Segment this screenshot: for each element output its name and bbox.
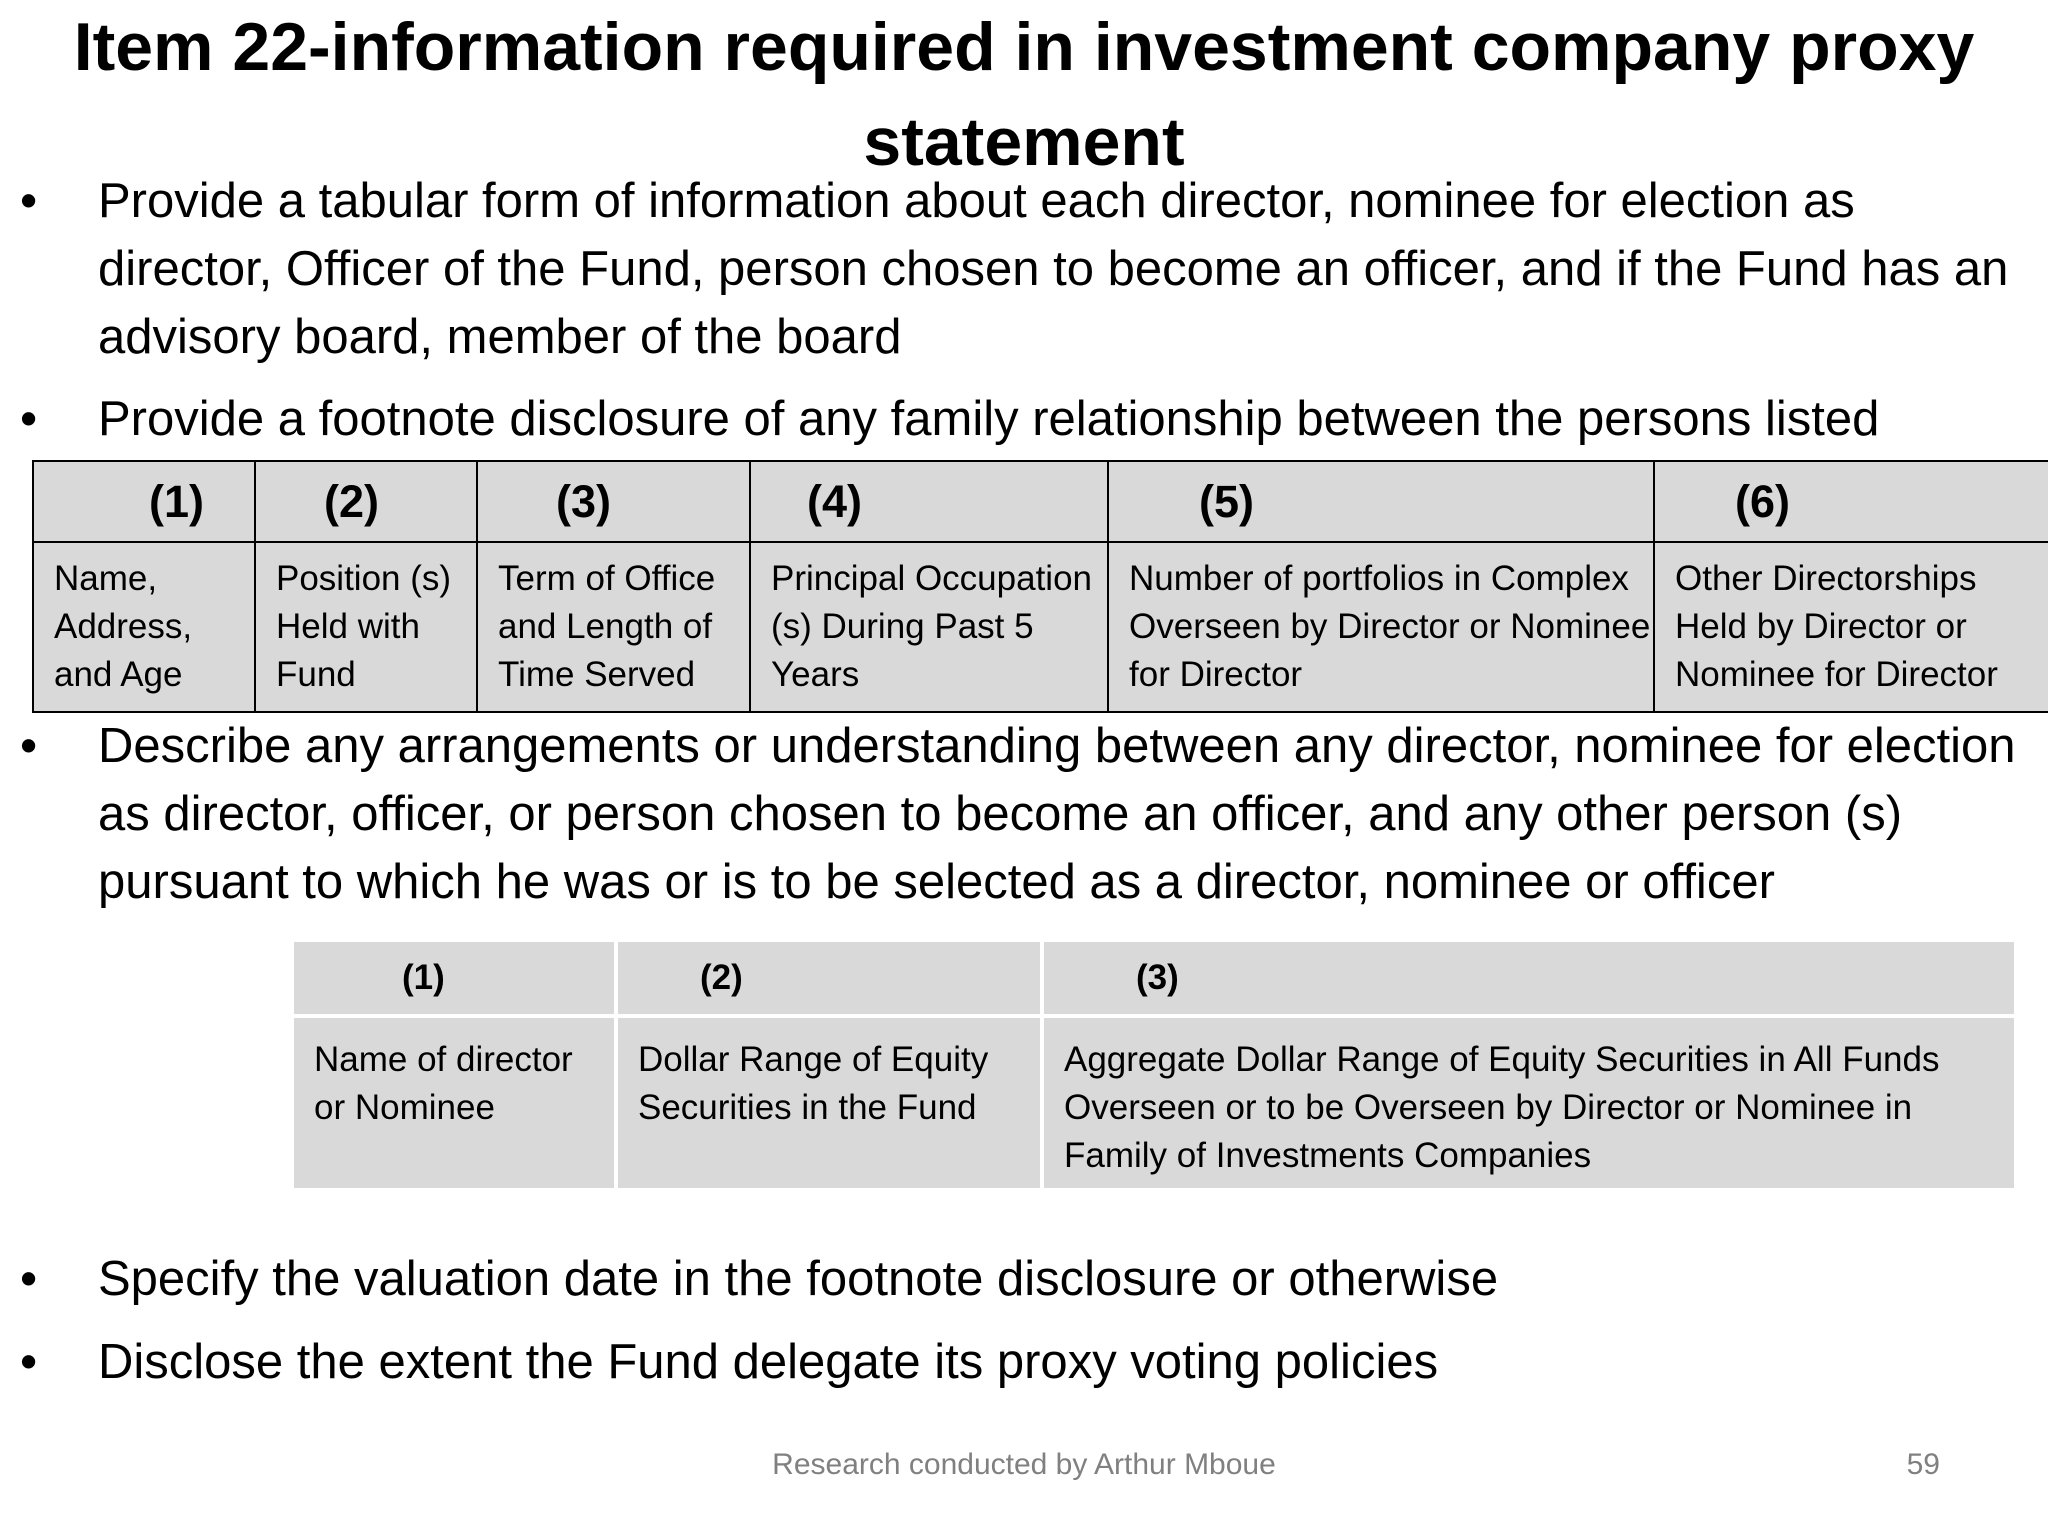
table-header-row — [292, 940, 2016, 1016]
table-header-row — [33, 461, 2048, 542]
table-header-cell: (1) — [292, 940, 616, 1016]
bullet-proxy-voting: • Disclose the extent the Fund delegate its proxy voting policies — [98, 1328, 2018, 1396]
page-number: 59 — [1906, 1448, 1940, 1481]
table-cell: Aggregate Dollar Range of Equity Securities in All Funds Overseen or to be Overseen by Director or Nominee in Family of Investments Companies — [1042, 1016, 2016, 1190]
table-header-cell: (1) — [33, 461, 255, 542]
table-cell: Name, Address, and Age — [33, 542, 255, 712]
table-cell: Other Directorships Held by Director or Nominee for Director — [1654, 542, 2048, 712]
table-header-cell: (6) — [1654, 461, 2048, 542]
table-row — [33, 542, 2048, 712]
table-header-cell: (2) — [616, 940, 1042, 1016]
table-header-cell: (3) — [477, 461, 750, 542]
bullet-tabular-info: • Provide a tabular form of information about each director, nominee for election as director, Officer of the Fund, person chosen to become an officer, and if the Fund has an advisory board, member of the board — [98, 167, 2018, 371]
table-header-cell: (3) — [1042, 940, 2016, 1016]
bullet-family-relationship: • Provide a footnote disclosure of any family relationship between the persons listed — [98, 385, 2048, 453]
table-row — [292, 1016, 2016, 1190]
table-header-cell: (2) — [255, 461, 477, 542]
table-header-cell: (5) — [1108, 461, 1654, 542]
slide-title: Item 22-information required in investment company proxy statement — [73, 9, 1975, 180]
table-header-cell: (4) — [750, 461, 1108, 542]
table-cell: Term of Office and Length of Time Served — [477, 542, 750, 712]
footer-credit: Research conducted by Arthur Mboue — [772, 1448, 1276, 1481]
table-cell: Position (s) Held with Fund — [255, 542, 477, 712]
director-info-table — [32, 460, 2048, 713]
bullet-arrangements: • Describe any arrangements or understanding between any director, nominee for election as director, officer, or person chosen to become an officer, and any other person (s) pursuant to which he was or is to be selected as a director, nominee or officer — [98, 712, 2018, 916]
table-cell: Dollar Range of Equity Securities in the Fund — [616, 1016, 1042, 1190]
table-cell: Principal Occupation (s) During Past 5 Years — [750, 542, 1108, 712]
equity-range-table — [290, 938, 2018, 1192]
table-cell: Number of portfolios in Complex Overseen by Director or Nominee for Director — [1108, 542, 1654, 712]
bullet-valuation-date: • Specify the valuation date in the footnote disclosure or otherwise — [98, 1245, 2018, 1313]
table-cell: Name of director or Nominee — [292, 1016, 616, 1190]
